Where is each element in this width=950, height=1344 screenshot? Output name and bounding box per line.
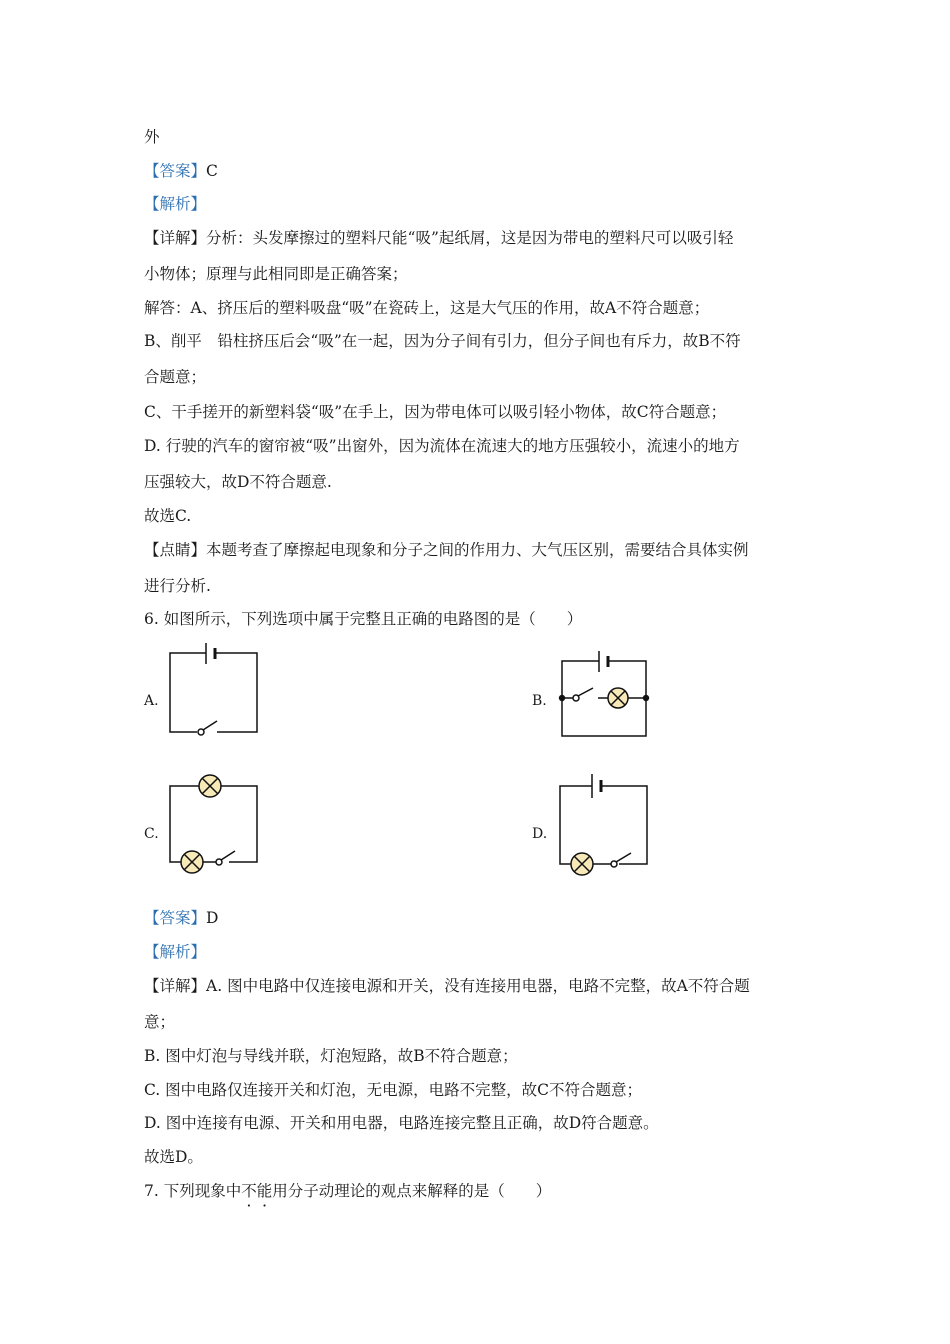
option-b-label: B.: [532, 693, 547, 709]
prev-line: 外: [144, 128, 160, 146]
switch-blade: [221, 851, 235, 860]
choose-line: 故选C.: [144, 507, 192, 525]
q6-detail-a-2: 意；: [144, 1013, 176, 1031]
detail-tag: 【详解】: [144, 229, 207, 247]
q7-emphasis-2: 能: [256, 1182, 273, 1200]
circuit-c: [165, 770, 265, 875]
detail-text-1: 分析：头发摩擦过的塑料尺能“吸”起纸屑，这是因为带电的塑料尺可以吸引轻: [206, 229, 734, 247]
q7-stem: [144, 1181, 551, 1201]
junction-dot: [643, 695, 649, 701]
analysis-c: C、干手搓开的新塑料袋“吸”在手上，因为带电体可以吸引轻小物体，故C符合题意；: [144, 403, 727, 421]
q6-answer-tag: 【答案】: [144, 909, 207, 927]
junction-dot: [559, 695, 565, 701]
q6-detail-d: D. 图中连接有电源、开关和用电器，电路连接完整且正确，故D符合题意。: [144, 1114, 659, 1132]
wire: [221, 786, 257, 862]
option-d-label: D.: [532, 826, 548, 842]
analysis-d-2: 压强较大，故D不符合题意.: [144, 473, 332, 491]
q6-detail-tag: 【详解】: [144, 977, 207, 995]
wire: [215, 653, 257, 732]
switch-blade: [616, 853, 631, 862]
comment-line-1: [144, 540, 749, 560]
wire: [560, 786, 592, 864]
q6-analysis-tag: 【解析】: [144, 943, 207, 961]
circuit-a: [165, 640, 265, 740]
q6-answer-value: D: [206, 909, 219, 927]
analysis-d-1: D. 行驶的汽车的窗帘被“吸”出窗外，因为流体在流速大的地方压强较小，流速小的地方: [144, 437, 740, 455]
q6-detail-a-1: [144, 976, 750, 996]
q6-detail-b: B. 图中灯泡与导线并联，灯泡短路，故B不符合题意；: [144, 1047, 518, 1065]
answer-line: [144, 161, 218, 181]
circuit-b: [555, 648, 655, 743]
q7-emphasis-1: 不: [241, 1182, 257, 1200]
wire: [601, 786, 647, 864]
q6-detail-a-text: A. 图中电路中仅连接电源和开关，没有连接用电器，电路不完整，故A不符合题: [206, 977, 750, 995]
q6-answer-line: [144, 908, 218, 928]
comment-line-2: 进行分析.: [144, 577, 211, 595]
switch-blade: [203, 721, 217, 730]
option-a-label: A.: [144, 693, 159, 709]
q6-choose: 故选D。: [144, 1148, 203, 1166]
comment-tag: 【点睛】: [144, 541, 207, 559]
answer-value: C: [206, 162, 218, 180]
analysis-a: 解答：A、挤压后的塑料吸盘“吸”在瓷砖上，这是大气压的作用，故A不符合题意；: [144, 299, 710, 317]
q6-stem: 6. 如图所示，下列选项中属于完整且正确的电路图的是（ ）: [144, 610, 583, 628]
q7-stem-pre: 7. 下列现象中: [144, 1182, 242, 1200]
answer-tag: 【答案】: [144, 162, 207, 180]
switch-blade: [578, 688, 593, 696]
detail-line-2: 小物体；原理与此相同即是正确答案；: [144, 265, 408, 283]
comment-text-1: 本题考查了摩擦起电现象和分子之间的作用力、大气压区别，需要结合具体实例: [206, 541, 749, 559]
q6-detail-c: C. 图中电路仅连接开关和灯泡，无电源，电路不完整，故C不符合题意；: [144, 1081, 643, 1099]
option-c-label: C.: [144, 826, 159, 842]
circuit-d: [555, 770, 655, 875]
q7-stem-post: 用分子动理论的观点来解释的是（ ）: [272, 1182, 552, 1200]
detail-line-1: [144, 228, 733, 248]
analysis-tag: 【解析】: [144, 195, 207, 213]
analysis-b-1: B、削平 铅柱挤压后会“吸”在一起，因为分子间有引力，但分子间也有斥力，故B不符: [144, 332, 741, 350]
wire: [170, 653, 206, 732]
analysis-b-2: 合题意；: [144, 368, 207, 386]
